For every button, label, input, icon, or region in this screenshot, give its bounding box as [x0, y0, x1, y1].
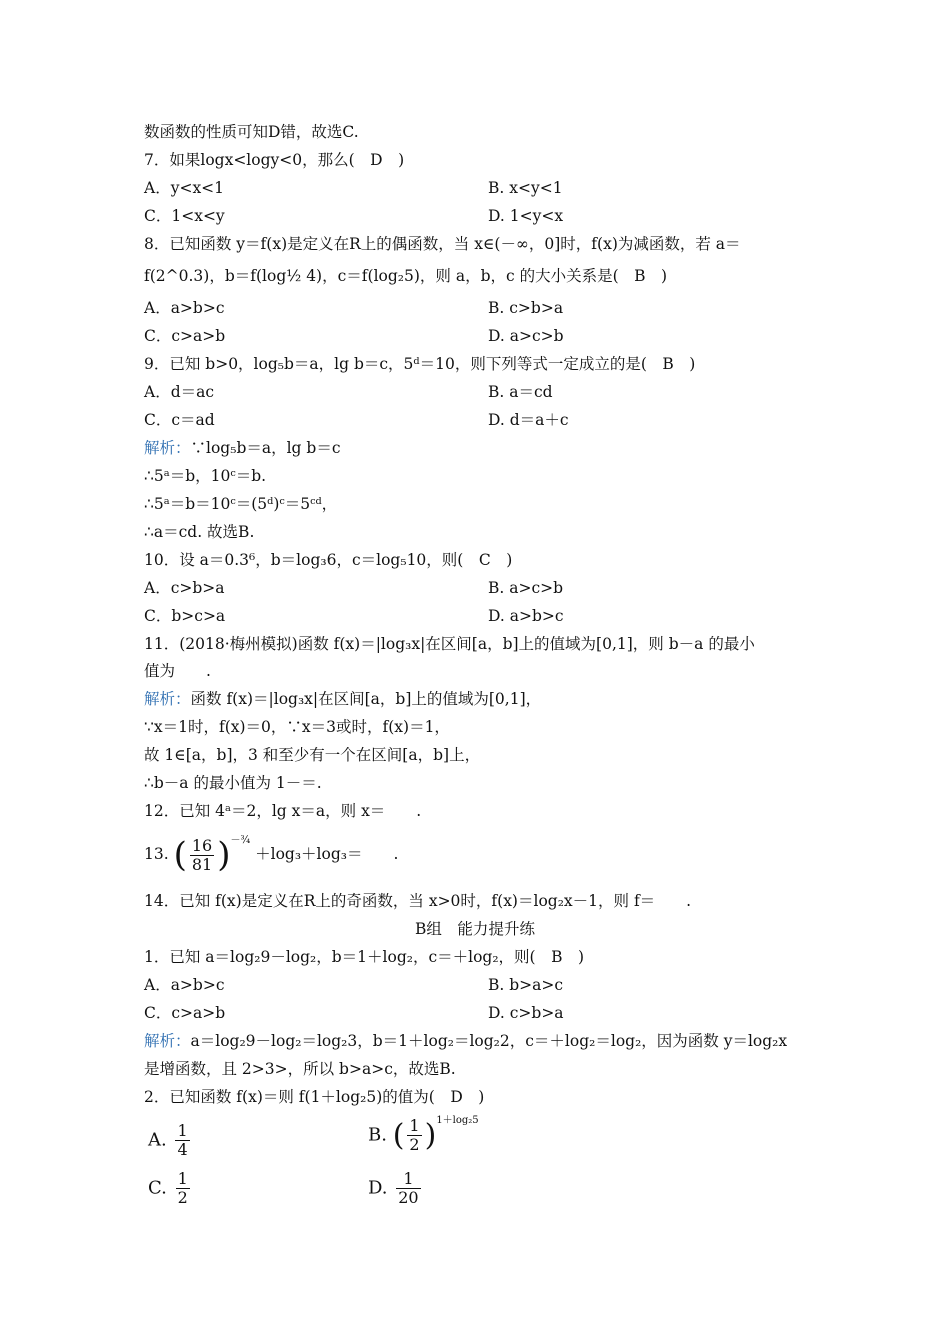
solution-label: 解析：	[144, 1032, 191, 1050]
solution-label: 解析：	[144, 690, 191, 708]
q2-option-c: C. $\frac{1}{2}$	[148, 1169, 188, 1207]
text-line: 12．已知 4ᵃ＝2，lg x＝a，则 x＝ .	[144, 802, 422, 820]
q13-prefix: 13.	[144, 845, 169, 863]
text-line: A．a>b>c	[144, 299, 225, 317]
text-line: C．b>c>a	[144, 607, 226, 625]
text-line: 故 1∈[a，b]，3 和至少有一个在区间[a，b]上，	[144, 746, 481, 764]
option-line: B. x<y<1	[488, 179, 563, 197]
text-line: ∴5ᵃ＝b，10ᶜ＝b.	[144, 467, 267, 485]
text-line: 数函数的性质可知D错，故选C.	[144, 123, 359, 141]
option-line: D. a>c>b	[488, 327, 564, 345]
solution-line	[144, 1031, 787, 1051]
q2-option-d: D. $\frac{1}{20}$	[368, 1169, 419, 1207]
text-line: 9．已知 b>0，log₅b＝a，lg b＝c，5ᵈ＝10，则下列等式一定成立的是( B )	[144, 355, 696, 373]
solution-text: 函数 f(x)＝|log₃x|在区间[a，b]上的值域为[0,1]，	[190, 690, 542, 708]
solution-text: a＝log₂9－log₂＝log₂3，b＝1＋log₂＝log₂2，c＝＋log₂＝log₂，因为函数 y＝log₂x	[190, 1032, 788, 1050]
q13-den: 81	[191, 854, 213, 874]
text-line: 7．如果logx<logy<0，那么( D )	[144, 151, 405, 169]
q2-option-a: A. $\frac{1}{4}$	[148, 1121, 188, 1159]
text-line: 值为 .	[144, 662, 211, 680]
text-line: C．c>a>b	[144, 1004, 226, 1022]
text-line: 8．已知函数 y＝f(x)是定义在R上的偶函数，当 x∈(－∞，0]时，f(x)为减函数，若 a＝	[144, 235, 741, 253]
text-line: 10．设 a＝0.3⁶，b＝log₃6，c＝log₅10，则( C )	[144, 551, 513, 569]
section-title: B组 能力提升练	[415, 920, 535, 938]
solution-line	[144, 438, 341, 458]
q13-num: 16	[191, 835, 213, 855]
option-line: D. c>b>a	[488, 1004, 564, 1022]
option-line: B. c>b>a	[488, 299, 564, 317]
text-line: 2．已知函数 f(x)＝则 f(1＋log₂5)的值为( D )	[144, 1088, 485, 1106]
q13-fraction	[190, 837, 214, 874]
option-line: D. d＝a＋c	[488, 411, 569, 429]
question-13: 13. ( $\frac{16}{81}$ )$^{-\frac{3}{4}}$ ＋log₃＋log₃＝ .	[144, 835, 399, 875]
option-line: B. b>a>c	[488, 976, 564, 994]
text-line: 是增函数，且 2>3>，所以 b>a>c，故选B.	[144, 1060, 456, 1078]
text-line: ∵x＝1时，f(x)＝0，∵x＝3或时，f(x)＝1，	[144, 718, 450, 736]
option-line: D. 1<y<x	[488, 207, 564, 225]
text-line: 14．已知 f(x)是定义在R上的奇函数，当 x>0时，f(x)＝log₂x－1，则 f＝ .	[144, 892, 692, 910]
text-line: ∴a＝cd. 故选B.	[144, 523, 255, 541]
text-line: ∴5ᵃ＝b＝10ᶜ＝(5ᵈ)ᶜ＝5ᶜᵈ，	[144, 495, 338, 513]
text-line: 1．已知 a＝log₂9－log₂，b＝1＋log₂，c＝＋log₂，则( B )	[144, 948, 585, 966]
option-line: D. a>b>c	[488, 607, 564, 625]
text-line: C．1<x<y	[144, 207, 225, 225]
solution-label: 解析：	[144, 439, 191, 457]
text-line: A．a>b>c	[144, 976, 225, 994]
solution-line	[144, 689, 541, 709]
text-line: C．c>a>b	[144, 327, 226, 345]
option-line: B. a>c>b	[488, 579, 564, 597]
text-line: A．y<x<1	[144, 179, 225, 197]
option-line: B. a＝cd	[488, 383, 553, 401]
q13-exponent: －¾	[230, 835, 251, 846]
text-line: A．c>b>a	[144, 579, 225, 597]
text-line: A．d＝ac	[144, 383, 215, 401]
text-line: 11．(2018·梅州模拟)函数 f(x)＝|log₃x|在区间[a，b]上的值域为[0,1]，则 b－a 的最小	[144, 635, 755, 653]
text-line: f(2^0.3)，b＝f(log½ 4)，c＝f(log₂5)，则 a，b，c 的大小关系是( B )	[144, 267, 668, 285]
q13-rest: ＋log₃＋log₃＝ .	[255, 845, 399, 863]
text-line: ∴b－a 的最小值为 1－＝.	[144, 774, 322, 792]
q2-option-b: B. ( $\frac{1}{2}$ )$^{1+log_25}$	[368, 1114, 479, 1154]
solution-text: ∵log₅b＝a，lg b＝c	[190, 439, 341, 457]
text-line: C．c＝ad	[144, 411, 215, 429]
